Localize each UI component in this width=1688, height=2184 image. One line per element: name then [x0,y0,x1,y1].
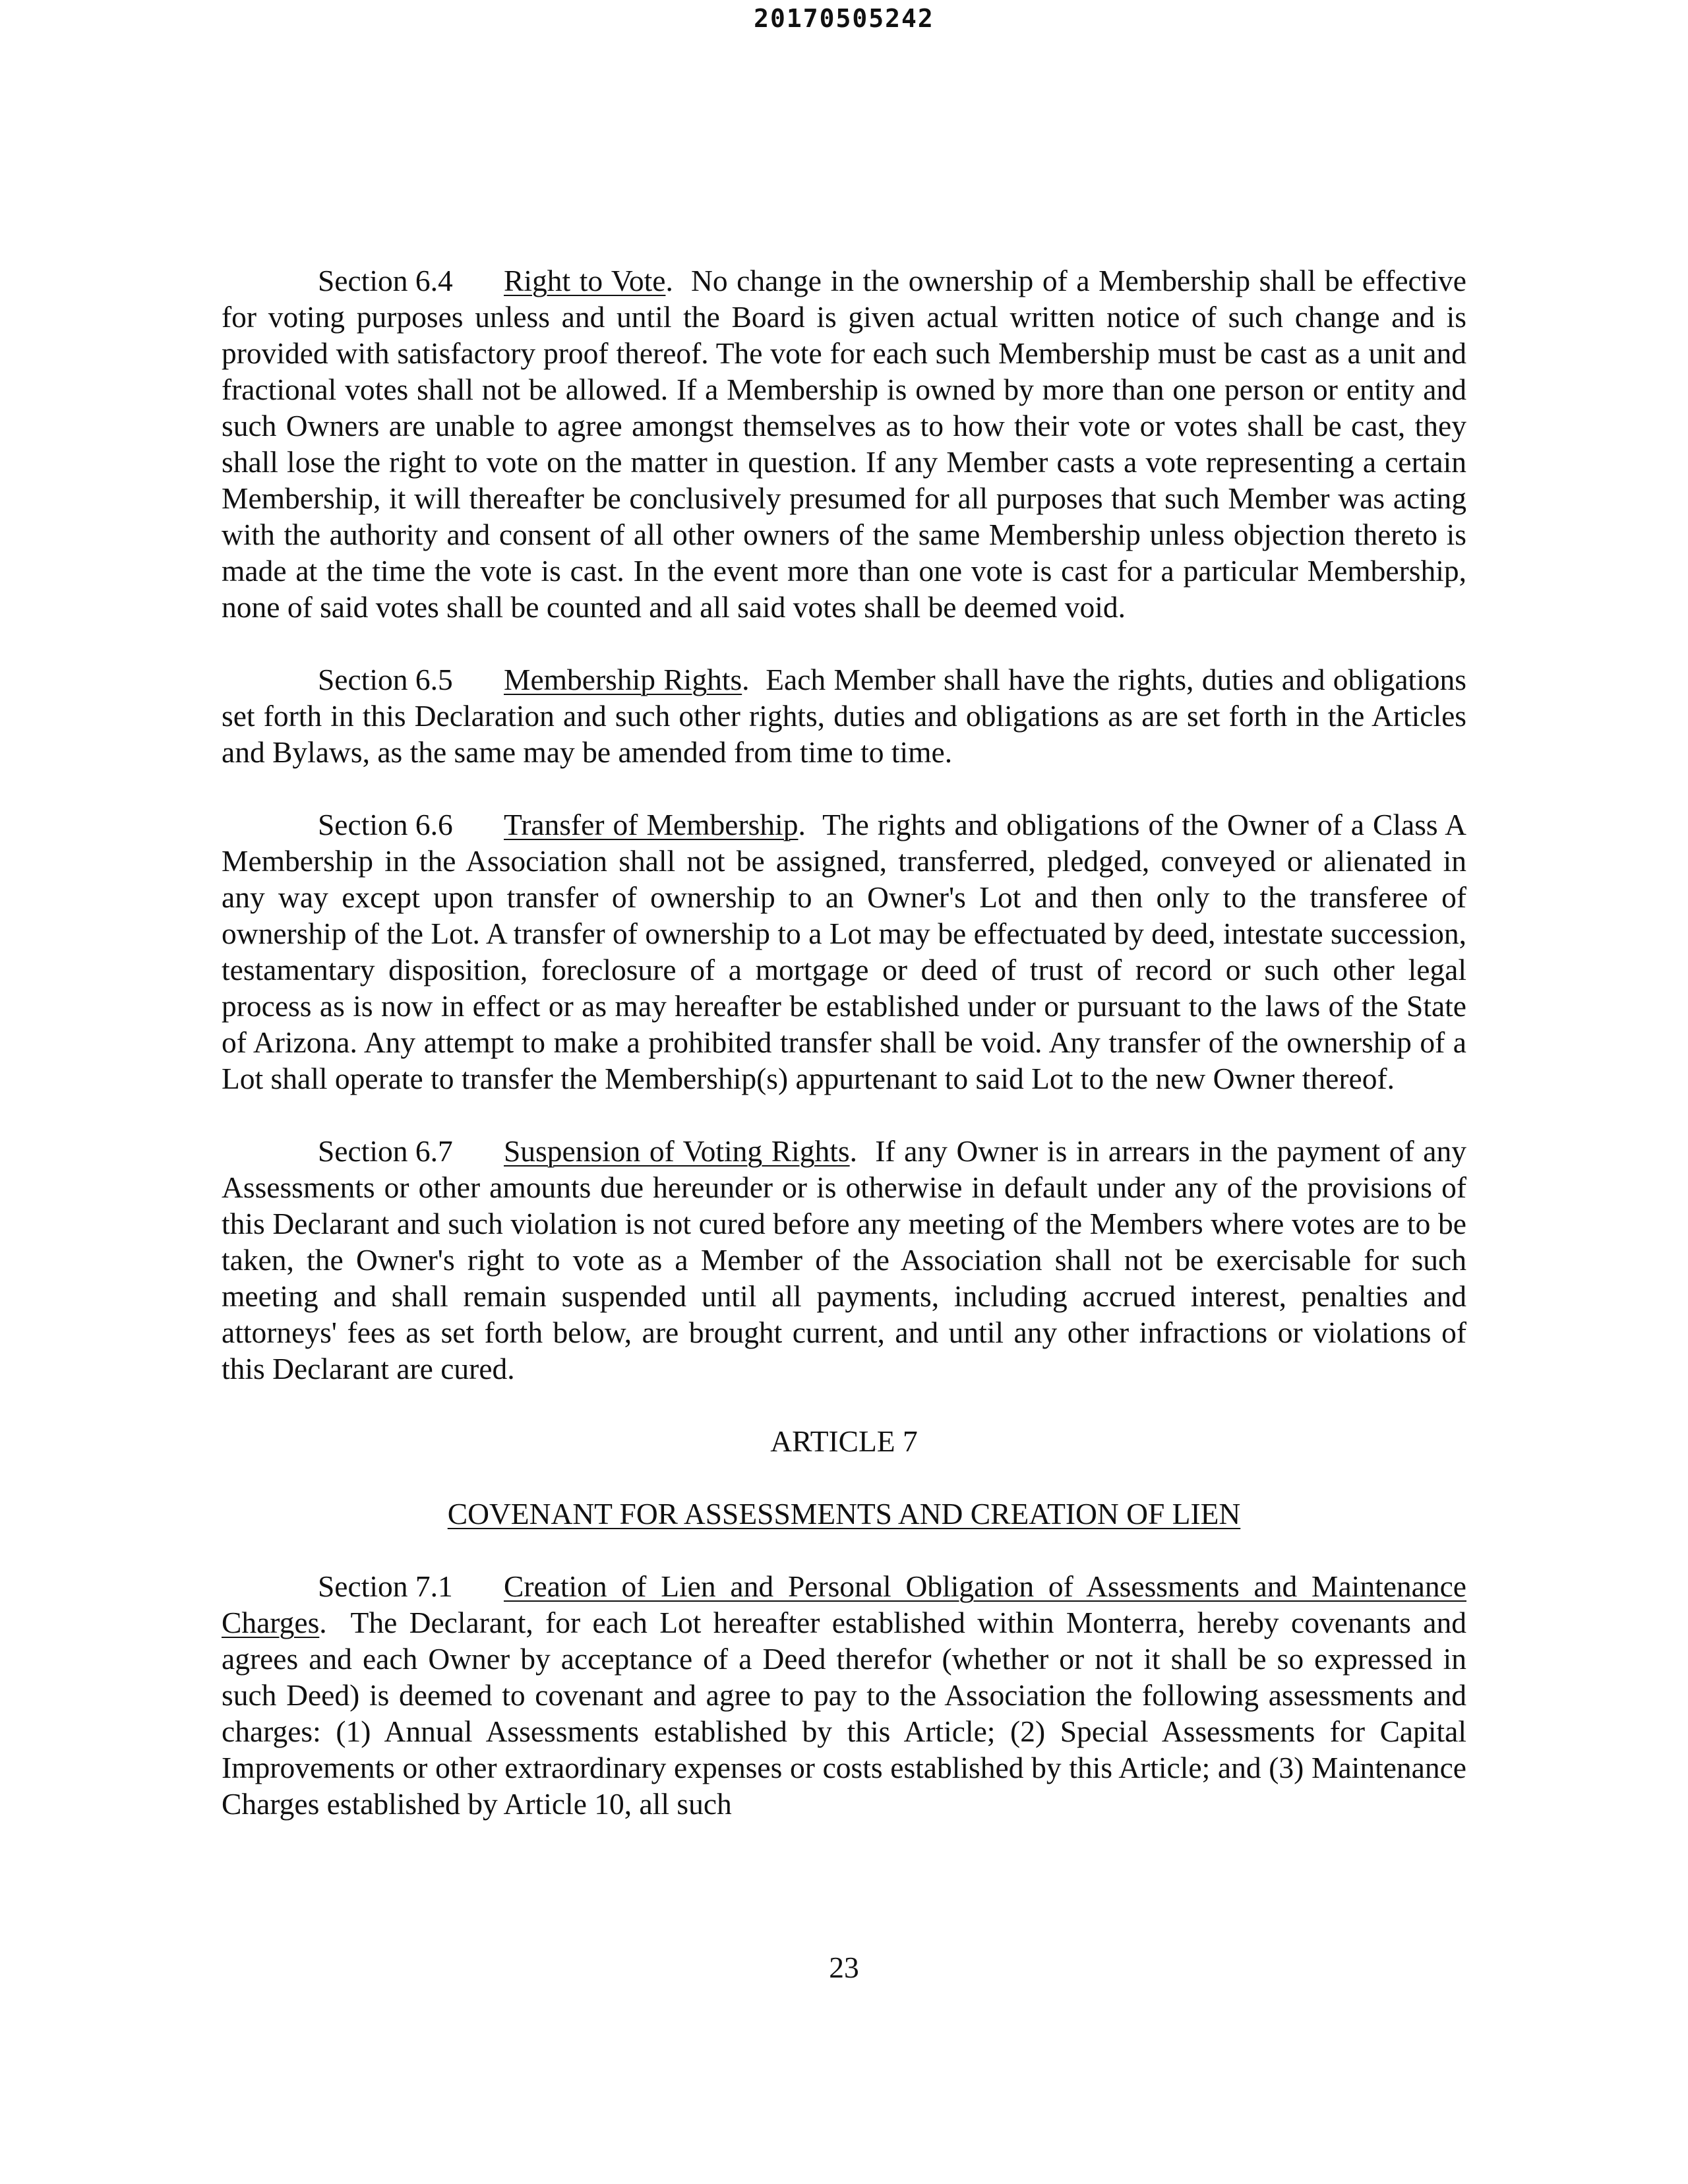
section-body: The rights and obligations of the Owner of a Class A Membership in the Association shall not be assigned, transferred, pledged, conveyed or alienated in any way except upon transfer of ownership to an Owner's Lot and then only to the transferee of ownership of the Lot. A transfer of ownership to a Lot may be effectuated by deed, intestate succession, testamentary disposition, foreclosure of a mortgage or deed of trust of record or such other legal process as is now in effect or as may hereafter be established under or pursuant to the laws of the State of Arizona. Any attempt to make a prohibited transfer shall be void. Any transfer of the ownership of a Lot shall operate to transfer the Membership(s) appurtenant to said Lot to the new Owner thereof. [222,808,1467,1095]
section-number: Section 6.4 [318,264,453,297]
document-number: 20170505242 [754,4,934,33]
section-number: Section 6.7 [318,1134,453,1168]
section-title: Suspension of Voting Rights [504,1134,850,1168]
article-heading: ARTICLE 7 [770,1424,918,1458]
section-6-6: Section 6.6 Transfer of Membership. The rights and obligations of the Owner of a Class A Membership in the Association shall not be assigned, transferred, pledged, conveyed or alienated in any way except upon transfer of ownership to an Owner's Lot and then only to the transferee of ownership of the Lot. A transfer of ownership to a Lot may be effectuated by deed, intestate succession, testamentary disposition, foreclosure of a mortgage or deed of trust of record or such other legal process as is now in effect or as may hereafter be established under or pursuant to the laws of the State of Arizona. Any attempt to make a prohibited transfer shall be void. Any transfer of the ownership of a Lot shall operate to transfer the Membership(s) appurtenant to said Lot to the new Owner thereof. [222,808,1467,1095]
article-title: COVENANT FOR ASSESSMENTS AND CREATION OF LIEN [447,1497,1241,1531]
section-number: Section 7.1 [318,1569,453,1603]
section-body: No change in the ownership of a Membership shall be effective for voting purposes unless and until the Board is given actual written notice of such change and is provided with satisfactory proof thereof. The vote for each such Membership must be cast as a unit and fractional votes shall not be allowed. If a Membership is owned by more than one person or entity and such Owners are unable to agree amongst themselves as to how their vote or votes shall be cast, they shall lose the right to vote on the matter in question. If any Member casts a vote representing a certain Membership, it will thereafter be conclusively presumed for all purposes that such Member was acting with the authority and consent of all other owners of the same Membership unless objection thereto is made at the time the vote is cast. In the event more than one vote is cast for a particular Membership, none of said votes shall be counted and all said votes shall be deemed void. [222,264,1466,624]
section-title: Membership Rights [504,663,742,696]
section-number: Section 6.6 [318,808,453,841]
document-body [222,262,1466,1858]
section-number: Section 6.5 [318,663,453,696]
section-title: Right to Vote [504,264,666,297]
section-body: If any Owner is in arrears in the payment of any Assessments or other amounts due hereunder or is otherwise in default under any of the provisions of this Declarant and such violation is not cured before any meeting of the Members where votes are to be taken, the Owner's right to vote as a Member of the Association shall not be exercisable for such meeting and shall remain suspended until all payments, including accrued interest, penalties and attorneys' fees as set forth below, are brought current, and until any other infractions or violations of this Declarant are cured. [222,1134,1467,1385]
section-6-5: Section 6.5 Membership Rights. Each Member shall have the rights, duties and obligations set forth in this Declaration and such other rights, duties and obligations as are set forth in the Articles and Bylaws, as the same may be amended from time to time. [222,663,1466,769]
section-6-7: Section 6.7 Suspension of Voting Rights. If any Owner is in arrears in the payment of any Assessments or other amounts due hereunder or is otherwise in default under any of the provisions of this Declarant and such violation is not cured before any meeting of the Members where votes are to be taken, the Owner's right to vote as a Member of the Association shall not be exercisable for such meeting and shall remain suspended until all payments, including accrued interest, penalties and attorneys' fees as set forth below, are brought current, and until any other infractions or violations of this Declarant are cured. [222,1134,1467,1385]
page-number: 23 [829,1951,859,1984]
section-6-4: Section 6.4 Right to Vote. No change in the ownership of a Membership shall be effective for voting purposes unless and until the Board is given actual written notice of such change and is provided with satisfactory proof thereof. The vote for each such Membership must be cast as a unit and fractional votes shall not be allowed. If a Membership is owned by more than one person or entity and such Owners are unable to agree amongst themselves as to how their vote or votes shall be cast, they shall lose the right to vote on the matter in question. If any Member casts a vote representing a certain Membership, it will thereafter be conclusively presumed for all purposes that such Member was acting with the authority and consent of all other owners of the same Membership unless objection thereto is made at the time the vote is cast. In the event more than one vote is cast for a particular Membership, none of said votes shall be counted and all said votes shall be deemed void. [222,264,1466,624]
section-body: Each Member shall have the rights, duties and obligations set forth in this Declaration and such other rights, duties and obligations as are set forth in the Articles and Bylaws, as the same may be amended from time to time. [222,663,1466,769]
section-title: Creation of Lien and Personal Obligation of Assessments and Maintenance Charges [222,1569,1466,1639]
section-title: Transfer of Membership [504,808,799,841]
section-7-1: Section 7.1 Creation of Lien and Personal Obligation of Assessments and Maintenance Charges. The Declarant, for each Lot hereafter established within Monterra, hereby covenants and agrees and each Owner by acceptance of a Deed therefor (whether or not it shall be so expressed in such Deed) is deemed to covenant and agree to pay to the Association the following assessments and charges: (1) Annual Assessments established by this Article; (2) Special Assessments for Capital Improvements or other extraordinary expenses or costs established by this Article; and (3) Maintenance Charges established by Article 10, all such [222,1569,1466,1821]
section-body: The Declarant, for each Lot hereafter established within Monterra, hereby covenants and agrees and each Owner by acceptance of a Deed therefor (whether or not it shall be so expressed in such Deed) is deemed to covenant and agree to pay to the Association the following assessments and charges: (1) Annual Assessments established by this Article; (2) Special Assessments for Capital Improvements or other extraordinary expenses or costs established by this Article; and (3) Maintenance Charges established by Article 10, all such [222,1606,1466,1821]
